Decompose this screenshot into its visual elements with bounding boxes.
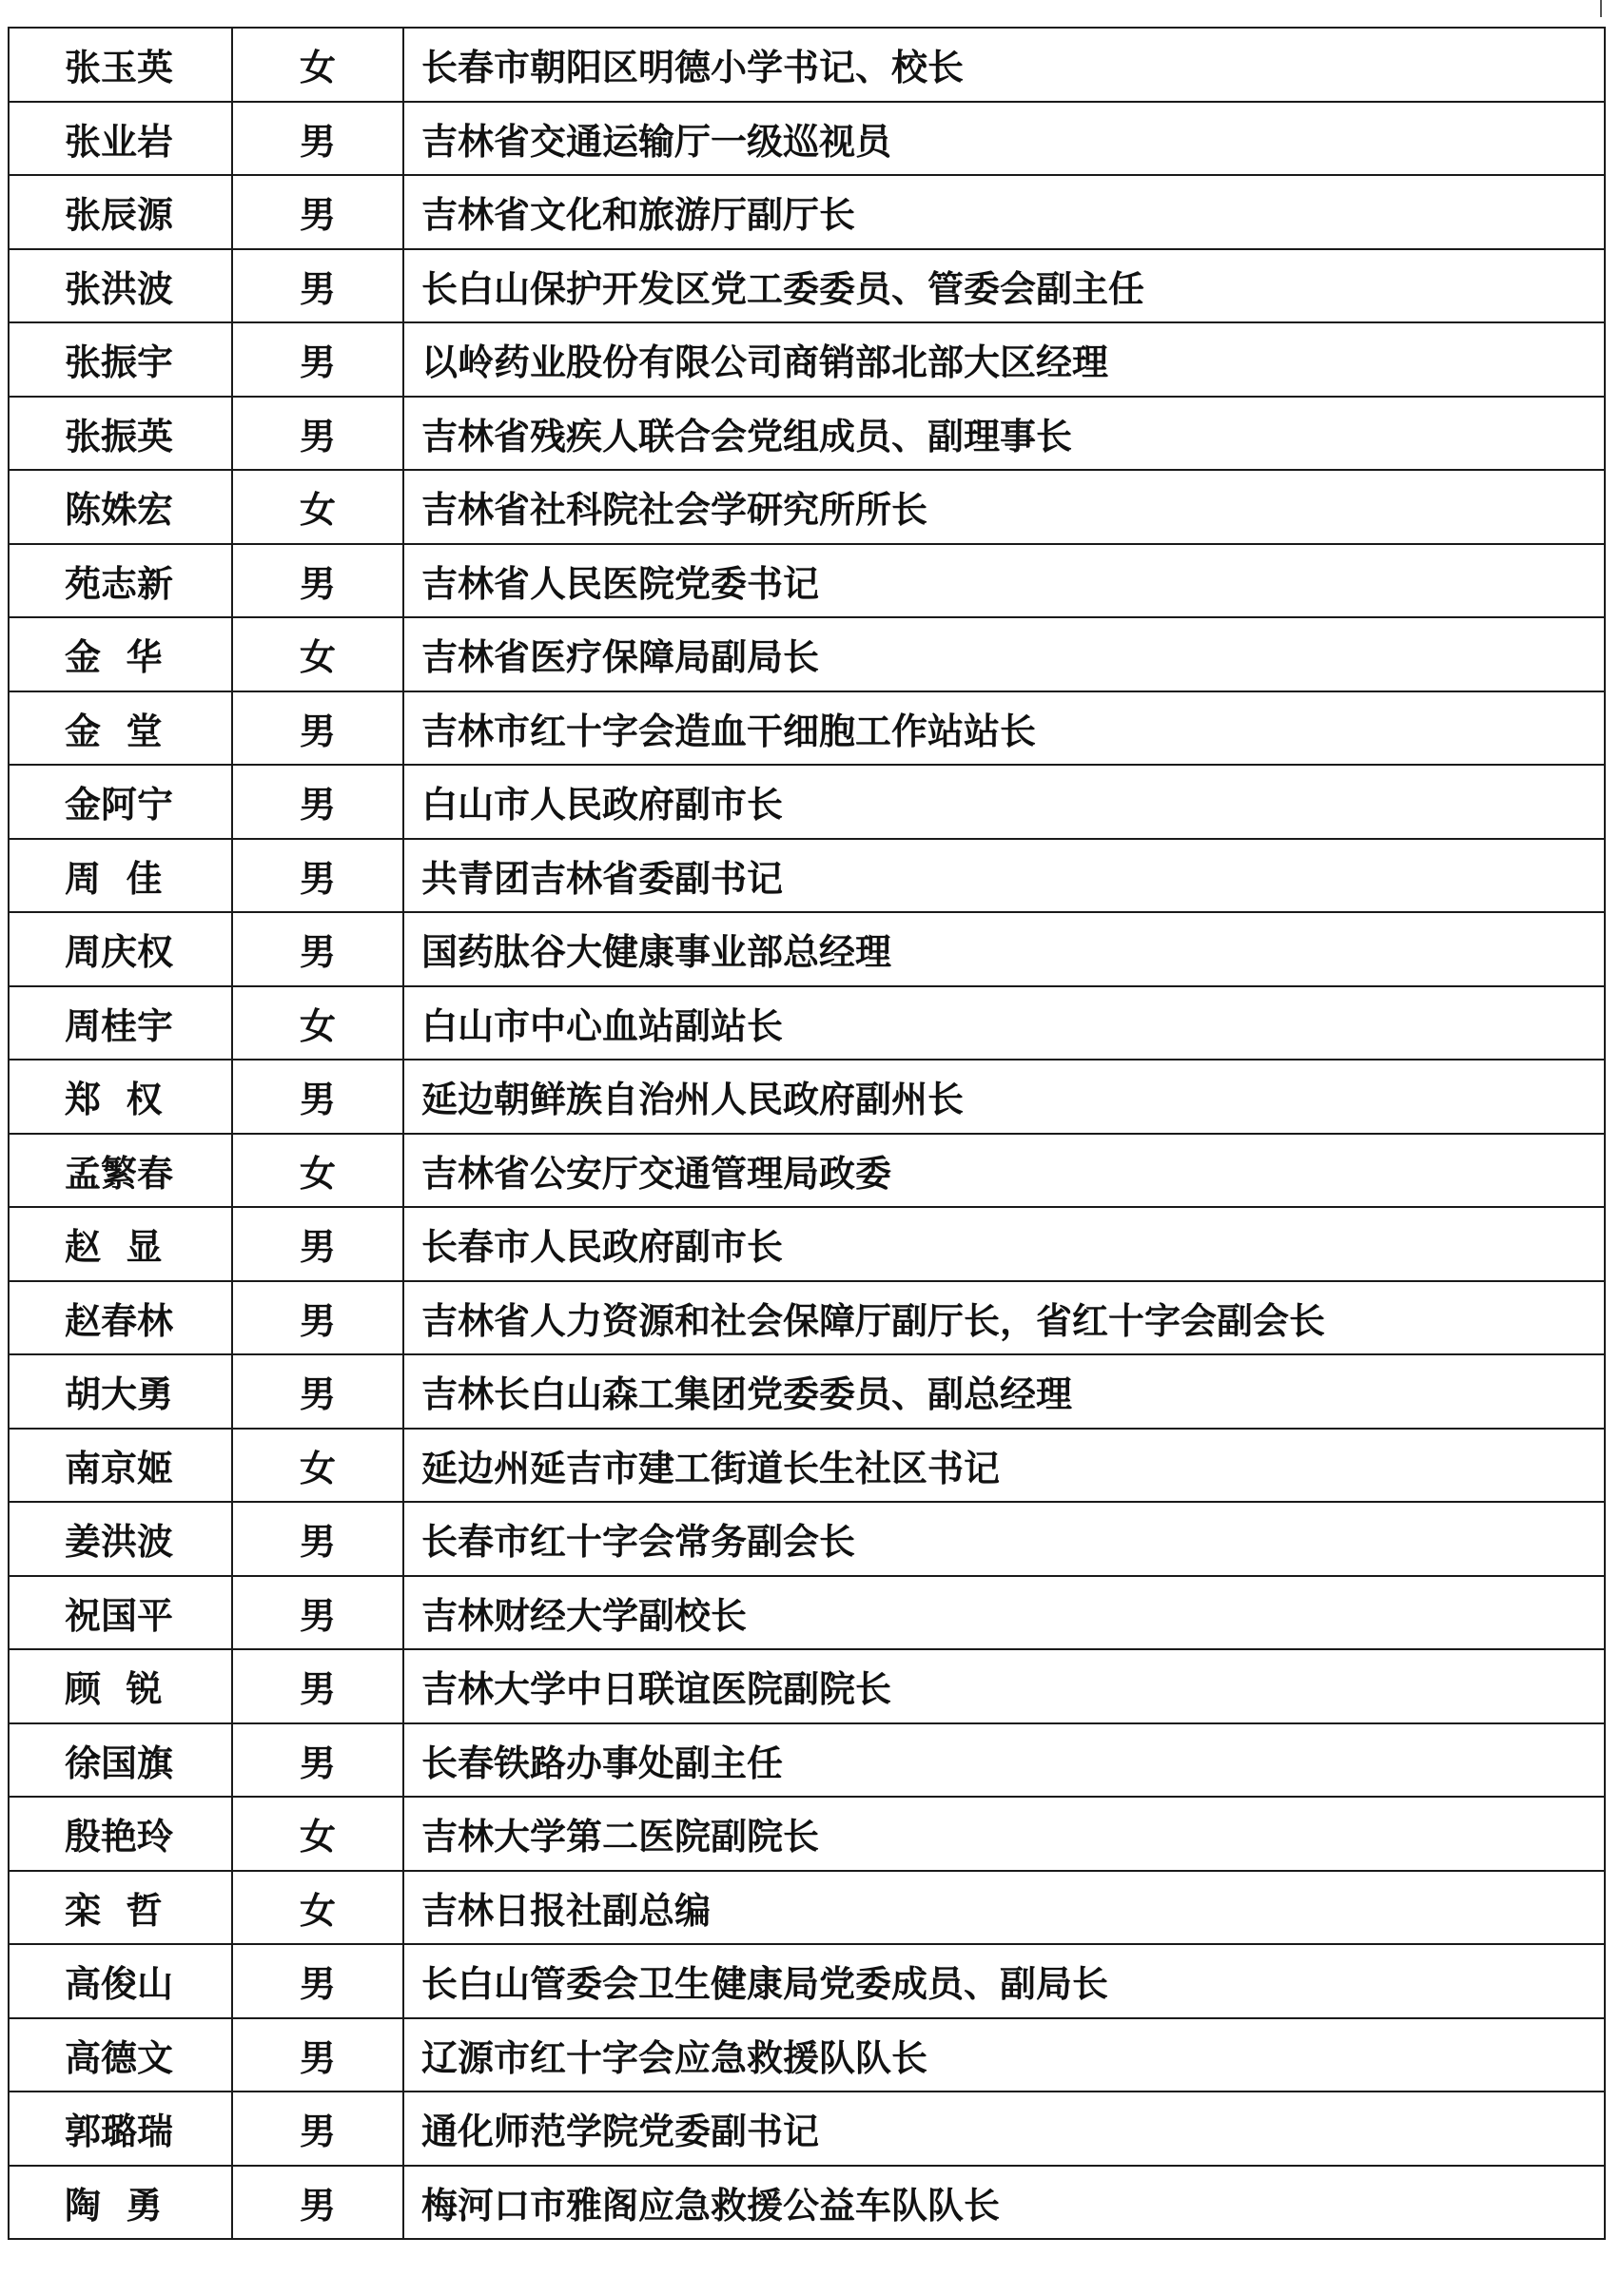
table-row: [9, 1502, 1605, 1576]
member-name: 顾 锐: [9, 1649, 232, 1723]
table-row: [9, 1723, 1605, 1798]
member-gender: 男: [232, 2092, 403, 2166]
table-row: [9, 470, 1605, 544]
table-row: [9, 617, 1605, 691]
member-position: 吉林省人力资源和社会保障厅副厅长，省红十字会副会长: [403, 1281, 1605, 1355]
member-name: 周桂宇: [9, 986, 232, 1060]
table-row: [9, 1944, 1605, 2018]
table-row: [9, 912, 1605, 986]
member-position: 辽源市红十字会应急救援队队长: [403, 2018, 1605, 2092]
member-name: 张辰源: [9, 175, 232, 249]
member-gender: 男: [232, 2166, 403, 2240]
member-position: 吉林财经大学副校长: [403, 1576, 1605, 1650]
member-position: 长春市红十字会常务副会长: [403, 1502, 1605, 1576]
member-gender: 男: [232, 1649, 403, 1723]
member-position: 共青团吉林省委副书记: [403, 839, 1605, 913]
page-corner-mark: [1600, 0, 1602, 17]
member-name: 高德文: [9, 2018, 232, 2092]
table-row: [9, 986, 1605, 1060]
member-name: 栾 哲: [9, 1871, 232, 1945]
member-name: 张振英: [9, 397, 232, 471]
member-name: 张业岩: [9, 102, 232, 176]
member-position: 吉林日报社副总编: [403, 1871, 1605, 1945]
table-row: [9, 1797, 1605, 1871]
member-position: 以岭药业股份有限公司商销部北部大区经理: [403, 322, 1605, 397]
member-name: 徐国旗: [9, 1723, 232, 1798]
member-name: 殷艳玲: [9, 1797, 232, 1871]
member-position: 吉林省文化和旅游厅副厅长: [403, 175, 1605, 249]
table-row: [9, 175, 1605, 249]
member-gender: 男: [232, 1060, 403, 1134]
member-position: 延边朝鲜族自治州人民政府副州长: [403, 1060, 1605, 1134]
table-row: [9, 1134, 1605, 1208]
member-name: 金阿宁: [9, 765, 232, 839]
member-position: 吉林省社科院社会学研究所所长: [403, 470, 1605, 544]
table-row: [9, 839, 1605, 913]
member-gender: 男: [232, 691, 403, 766]
member-position: 吉林省人民医院党委书记: [403, 544, 1605, 618]
table-row: [9, 397, 1605, 471]
member-gender: 男: [232, 1354, 403, 1429]
member-position: 吉林市红十字会造血干细胞工作站站长: [403, 691, 1605, 766]
member-name: 周 佳: [9, 839, 232, 913]
member-gender: 女: [232, 470, 403, 544]
member-gender: 男: [232, 912, 403, 986]
member-gender: 男: [232, 765, 403, 839]
member-name: 金 华: [9, 617, 232, 691]
member-gender: 男: [232, 175, 403, 249]
member-position: 吉林省公安厅交通管理局政委: [403, 1134, 1605, 1208]
member-gender: 男: [232, 249, 403, 323]
member-position: 吉林省交通运输厅一级巡视员: [403, 102, 1605, 176]
member-name: 陈姝宏: [9, 470, 232, 544]
member-name: 张洪波: [9, 249, 232, 323]
member-position: 白山市人民政府副市长: [403, 765, 1605, 839]
member-name: 赵春林: [9, 1281, 232, 1355]
member-name: 郑 权: [9, 1060, 232, 1134]
member-name: 张玉英: [9, 28, 232, 102]
member-gender: 男: [232, 102, 403, 176]
member-gender: 男: [232, 322, 403, 397]
member-gender: 男: [232, 1723, 403, 1798]
table-row: [9, 691, 1605, 766]
table-row: [9, 322, 1605, 397]
member-name: 苑志新: [9, 544, 232, 618]
table-row: [9, 28, 1605, 102]
member-position: 吉林省医疗保障局副局长: [403, 617, 1605, 691]
table-row: [9, 1281, 1605, 1355]
member-name: 周庆权: [9, 912, 232, 986]
member-position: 长春铁路办事处副主任: [403, 1723, 1605, 1798]
table-row: [9, 1871, 1605, 1945]
table-row: [9, 2018, 1605, 2092]
member-name: 赵 显: [9, 1207, 232, 1281]
member-name: 姜洪波: [9, 1502, 232, 1576]
member-position: 吉林大学第二医院副院长: [403, 1797, 1605, 1871]
member-gender: 女: [232, 617, 403, 691]
member-gender: 男: [232, 839, 403, 913]
member-name: 胡大勇: [9, 1354, 232, 1429]
table-row: [9, 2092, 1605, 2166]
roster-body: [9, 28, 1605, 2239]
member-gender: 男: [232, 544, 403, 618]
member-position: 国药肽谷大健康事业部总经理: [403, 912, 1605, 986]
table-row: [9, 1060, 1605, 1134]
member-name: 郭璐瑞: [9, 2092, 232, 2166]
member-position: 长白山保护开发区党工委委员、管委会副主任: [403, 249, 1605, 323]
member-name: 金 堂: [9, 691, 232, 766]
table-row: [9, 249, 1605, 323]
member-name: 孟繁春: [9, 1134, 232, 1208]
member-roster-table: [8, 27, 1606, 2240]
member-position: 梅河口市雅阁应急救援公益车队队长: [403, 2166, 1605, 2240]
member-name: 高俊山: [9, 1944, 232, 2018]
member-gender: 女: [232, 1429, 403, 1503]
member-gender: 男: [232, 1281, 403, 1355]
member-position: 通化师范学院党委副书记: [403, 2092, 1605, 2166]
member-name: 祝国平: [9, 1576, 232, 1650]
member-gender: 男: [232, 1576, 403, 1650]
table-row: [9, 1207, 1605, 1281]
member-position: 长春市人民政府副市长: [403, 1207, 1605, 1281]
table-row: [9, 1354, 1605, 1429]
member-position: 延边州延吉市建工街道长生社区书记: [403, 1429, 1605, 1503]
table-row: [9, 1649, 1605, 1723]
table-row: [9, 2166, 1605, 2240]
member-name: 南京姬: [9, 1429, 232, 1503]
member-gender: 女: [232, 1134, 403, 1208]
member-name: 张振宇: [9, 322, 232, 397]
member-name: 陶 勇: [9, 2166, 232, 2240]
table-row: [9, 102, 1605, 176]
member-gender: 男: [232, 1944, 403, 2018]
member-position: 白山市中心血站副站长: [403, 986, 1605, 1060]
member-position: 吉林大学中日联谊医院副院长: [403, 1649, 1605, 1723]
member-gender: 男: [232, 397, 403, 471]
table-row: [9, 765, 1605, 839]
member-gender: 男: [232, 1207, 403, 1281]
table-row: [9, 1429, 1605, 1503]
table-row: [9, 1576, 1605, 1650]
member-gender: 女: [232, 1871, 403, 1945]
member-position: 吉林省残疾人联合会党组成员、副理事长: [403, 397, 1605, 471]
member-position: 长春市朝阳区明德小学书记、校长: [403, 28, 1605, 102]
member-position: 吉林长白山森工集团党委委员、副总经理: [403, 1354, 1605, 1429]
member-position: 长白山管委会卫生健康局党委成员、副局长: [403, 1944, 1605, 2018]
member-gender: 女: [232, 28, 403, 102]
table-row: [9, 544, 1605, 618]
member-gender: 男: [232, 2018, 403, 2092]
member-gender: 男: [232, 1502, 403, 1576]
member-gender: 女: [232, 986, 403, 1060]
member-gender: 女: [232, 1797, 403, 1871]
